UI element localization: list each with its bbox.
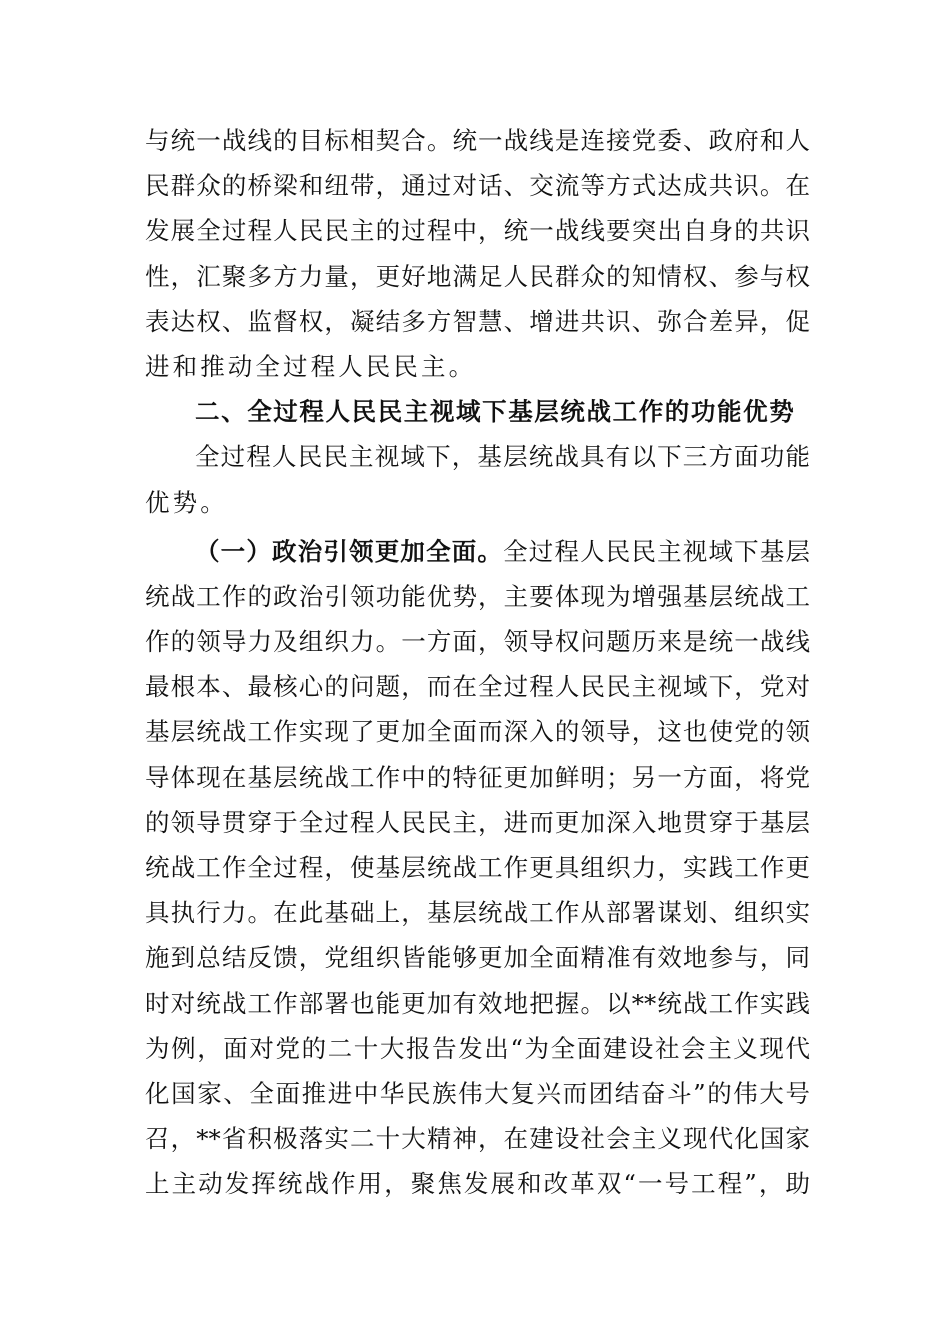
document-page: [145, 118, 810, 1207]
para2-line: 全过程人民民主视域下，基层统战具有以下三方面功能: [195, 442, 810, 472]
para3-first-line: [145, 529, 810, 574]
para3-line: 召，**省积极落实二十大精神，在建设社会主义现代化国家: [145, 1124, 810, 1154]
para3-line: 导体现在基层统战工作中的特征更加鲜明；另一方面，将党: [145, 762, 810, 792]
para1-line: 表达权、监督权，凝结多方智慧、增进共识、弥合差异，促: [145, 306, 810, 336]
para3-line: 作的领导力及组织力。一方面，领导权问题历来是统一战线: [145, 627, 810, 657]
para3-line: 统战工作全过程，使基层统战工作更具组织力，实践工作更: [145, 853, 810, 882]
para1-line: 进和推动全过程人民民主。: [145, 351, 477, 381]
subsection-heading: （一）政治引领更加全面。: [195, 536, 504, 566]
para1-line: 与统一战线的目标相契合。统一战线是连接党委、政府和人: [145, 126, 810, 155]
para3-line: 最根本、最核心的问题，而在全过程人民民主视域下，党对: [145, 672, 810, 702]
para3-line: 为例，面对党的二十大报告发出“为全面建设社会主义现代: [145, 1033, 810, 1063]
section-heading: 二、全过程人民民主视域下基层统战工作的功能优势: [195, 397, 796, 427]
para1-line: 性，汇聚多方力量，更好地满足人民群众的知情权、参与权: [145, 261, 810, 291]
para3-line: 施到总结反馈，党组织皆能够更加全面精准有效地参与，同: [145, 943, 810, 973]
para3-line: 化国家、全面推进中华民族伟大复兴而团结奋斗”的伟大号: [145, 1078, 810, 1108]
para1-line: 民群众的桥梁和纽带，通过对话、交流等方式达成共识。在: [145, 171, 810, 201]
para2-line: 优势。: [145, 487, 228, 517]
para1-line: 发展全过程人民民主的过程中，统一战线要突出自身的共识: [145, 216, 810, 246]
para3-line: 时对统战工作部署也能更加有效地把握。以**统战工作实践: [145, 988, 810, 1018]
para3-line: 基层统战工作实现了更加全面而深入的领导，这也使党的领: [145, 717, 810, 747]
para3-line: 的领导贯穿于全过程人民民主，进而更加深入地贯穿于基层: [145, 807, 810, 837]
para3-first-rest: 全过程人民民主视域下基层: [503, 536, 810, 566]
para3-line: 具执行力。在此基础上，基层统战工作从部署谋划、组织实: [145, 898, 810, 928]
para3-line: 上主动发挥统战作用，聚焦发展和改革双“一号工程”，助: [145, 1169, 810, 1199]
para3-line: 统战工作的政治引领功能优势，主要体现为增强基层统战工: [145, 581, 810, 611]
